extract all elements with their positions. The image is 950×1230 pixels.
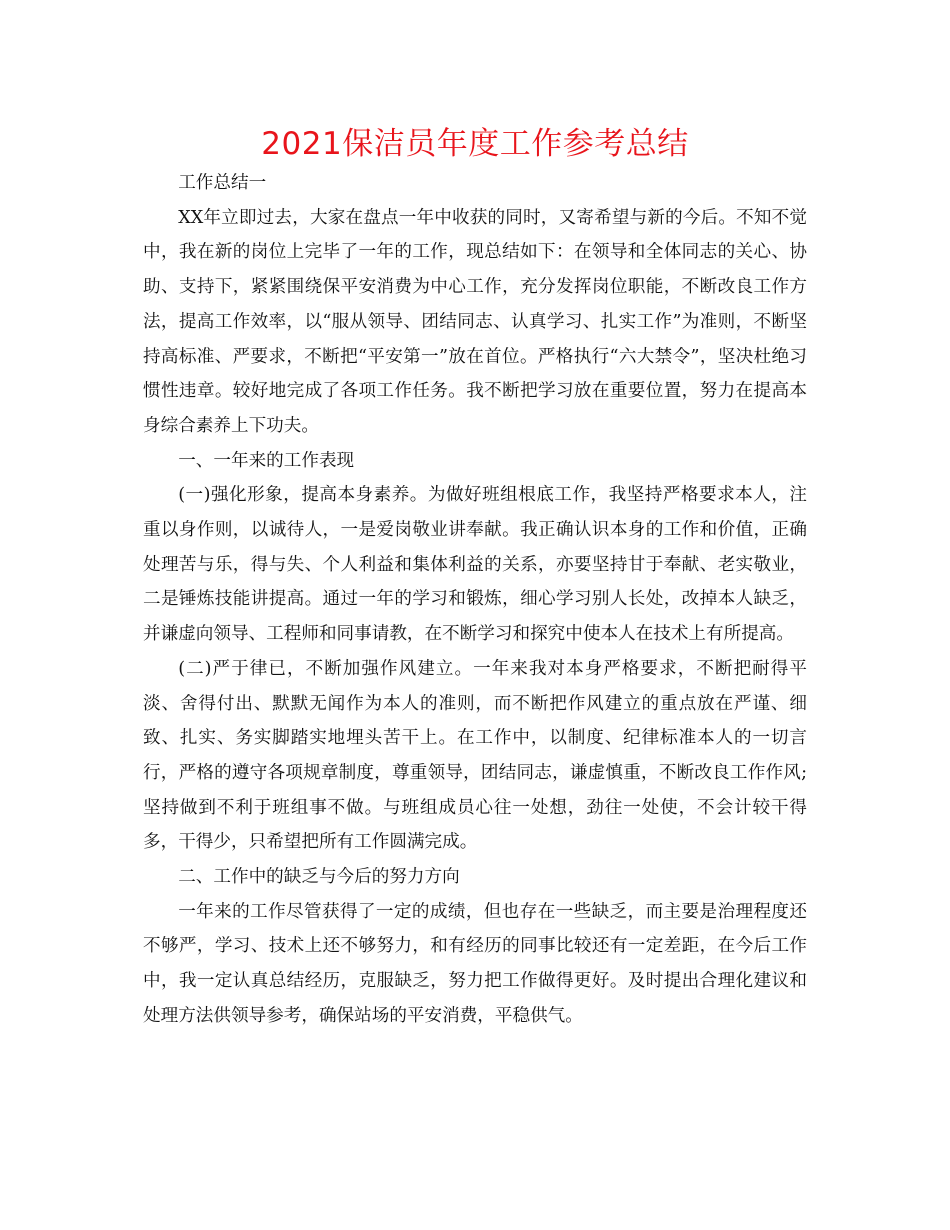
section-heading-shortcomings: 二、工作中的缺乏与今后的努力方向 — [178, 867, 460, 888]
section-heading-performance: 一、一年来的工作表现 — [178, 450, 355, 471]
paragraph-future-direction: 一年来的工作尽管获得了一定的成绩，但也存在一些缺乏，而主要是治理程度还不够严，学习、技术上还不够努力，和有经历的同事比较还有一定差距，在今后工作中，我一定认真总结经历，克服缺乏，努力把工作做得更好。及时提出合理化建议和处理方法供领导参考，确保站场的平安消费，平稳供气。 — [143, 901, 807, 1026]
document-title: 2021保洁员年度工作参考总结 — [261, 126, 689, 162]
document-body — [143, 166, 807, 1034]
section-heading-work-summary-1: 工作总结一 — [178, 173, 267, 193]
paragraph-image-and-quality: (一)强化形象，提高本身素养。为做好班组根底工作，我坚持严格要求本人，注重以身作则，以诚待人，一是爱岗敬业讲奉献。我正确认识本身的工作和价值，正确处理苦与乐，得与失、个人利益和集体利益的关系，亦要坚持甘于奉献、老实敬业，二是锤炼技能讲提高。通过一年的学习和锻炼，细心学习别人长处，改掉本人缺乏，并谦虚向领导、工程师和同事请教，在不断学习和探究中使本人在技术上有所提高。 — [143, 485, 807, 645]
paragraph-self-discipline: (二)严于律已，不断加强作风建立。一年来我对本身严格要求，不断把耐得平淡、舍得付出、默默无闻作为本人的准则，而不断把作风建立的重点放在严谨、细致、扎实、务实脚踏实地埋头苦干上。在工作中，以制度、纪律标准本人的一切言行，严格的遵守各项规章制度，尊重领导，团结同志，谦虚慎重，不断改良工作作风;坚持做到不利于班组事不做。与班组成员心往一处想，劲往一处使，不会计较干得多，干得少，只希望把所有工作圆满完成。 — [143, 658, 807, 853]
intro-paragraph: XX年立即过去，大家在盘点一年中收获的同时，又寄希望与新的今后。不知不觉中，我在新的岗位上完毕了一年的工作，现总结如下：在领导和全体同志的关心、协助、支持下，紧紧围绕保平安消费为中心工作，充分发挥岗位职能，不断改良工作方法，提高工作效率，以“服从领导、团结同志、认真学习、扎实工作”为准则，不断坚持高标准、严要求，不断把“平安第一”放在首位。严格执行“六大禁令”，坚决杜绝习惯性违章。较好地完成了各项工作任务。我不断把学习放在重要位置，努力在提高本身综合素养上下功夫。 — [143, 207, 807, 436]
